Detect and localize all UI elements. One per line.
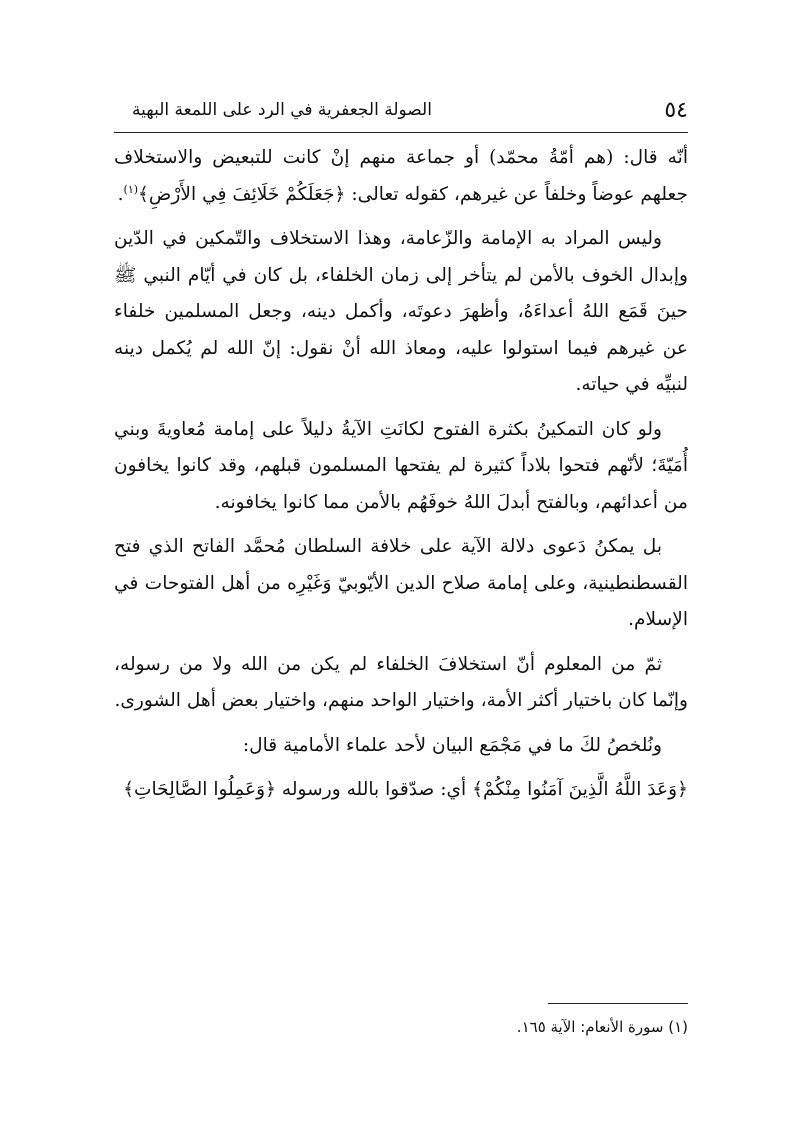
paragraph: ﴿وَعَدَ اللَّهُ الَّذِينَ آمَنُوا مِنْكُمْ﴾ أي: صدّقوا بالله ورسوله ﴿وَعَمِلُوا الصَّالِحَاتِ﴾ (123, 779, 688, 800)
page-number: ٥٤ (664, 98, 688, 123)
header-divider (114, 132, 688, 133)
paragraph: ونُلخصُ لكَ ما في مَجْمَع البيان لأحد علماء الأمامية قال: (242, 734, 662, 756)
footnote: (١) سورة الأنعام: الآية ١٦٥. (516, 1018, 688, 1036)
paragraph: ثمّ من المعلوم أنّ استخلافَ الخلفاء لم يكن من الله ولا من رسوله، وإنّما كان باختيار أكثر الأمة، واختيار الواحد منهم، واختيار بعض أهل الشورى. (114, 653, 688, 711)
body-text (114, 140, 688, 809)
paragraph-suffix: . (117, 183, 124, 205)
running-title: الصولة الجعفرية في الرد على اللمعة البهية (132, 100, 432, 120)
footnote-reference[interactable]: (١) (123, 182, 139, 196)
paragraph: وليس المراد به الإمامة والزّعامة، وهذا الاستخلاف والتّمكين في الدّين وإبدال الخوف بالأمن لم يتأخر إلى زمان الخلفاء، بل كان في أيّام النبي ﷺ حينَ قَمَع اللهُ أعداءَهُ، وأظهرَ دعوتَه، وأكمل دينه، وجعل المسلمين خلفاء عن غيرهم فيما استولوا عليه، ومعاذ الله أنْ نقول: إنّ الله لم يُكمل دينه لنبيِّه في حياته. (114, 228, 688, 395)
page-header (114, 96, 688, 130)
paragraph: بل يمكنُ دَعوى دلالة الآية على خلافة السلطان مُحمَّد الفاتح الذي فتح القسطنطينية، وعلى إمامة صلاح الدين الأيّوبيّ وَغَيْرِه من أهل الفتوحات في الإسلام. (114, 536, 688, 630)
paragraph-text: أنّه قال: (هم أمّةُ محمّد) أو جماعة منهم إنْ كانت للتبعيض والاستخلاف جعلهم عوضاً وخلفاً عن غيرهم، كقوله تعالى: ﴿جَعَلَكُمْ خَلَائِفَ فِي الأَرْضِ﴾ (114, 147, 688, 205)
paragraph (114, 140, 688, 213)
paragraph: ولو كان التمكينُ بكثرة الفتوح لكانَتِ الآيةُ دليلاً على إمامة مُعاويةَ وبني أُمَيّةَ؛ لأنّهم فتحوا بلاداً كثيرة لم يفتحها المسلمون قبلهم، وقد كانوا يخافون من أعدائهم، وبالفتح أبدلَ اللهُ خوفَهُم بالأمن مما كانوا يخافونه. (114, 418, 688, 513)
footnote-divider (548, 1003, 688, 1004)
